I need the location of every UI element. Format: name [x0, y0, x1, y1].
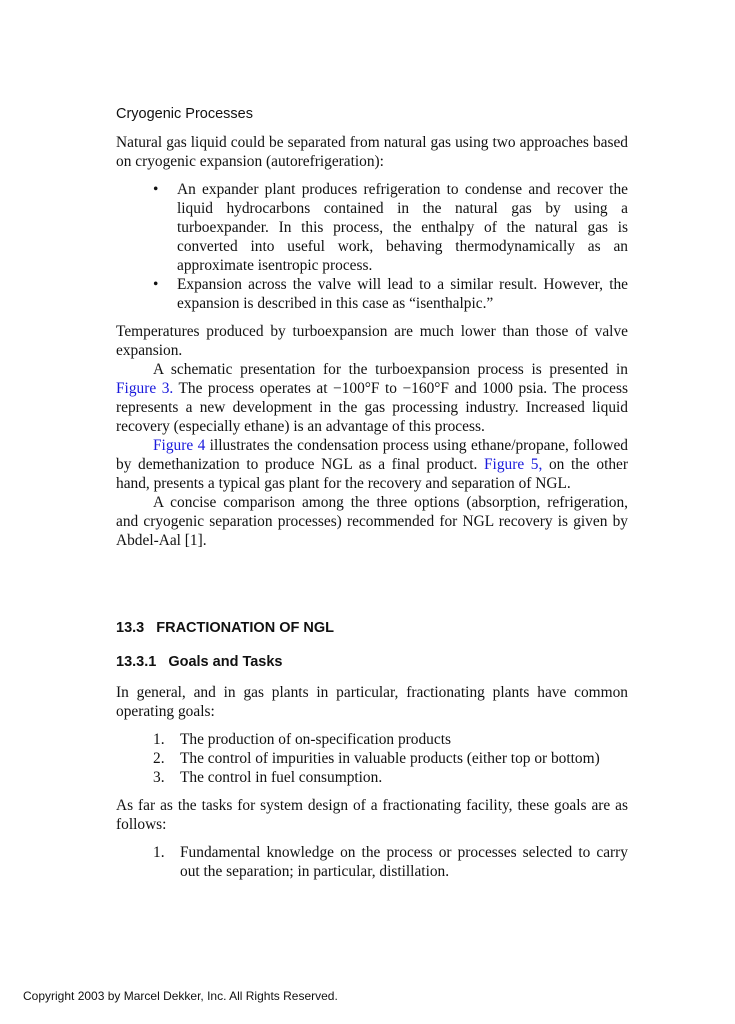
bullet-icon: • [153, 181, 159, 198]
section-title: FRACTIONATION OF NGL [156, 620, 334, 636]
cryogenic-bullet-list [116, 180, 628, 313]
copyright-footer: Copyright 2003 by Marcel Dekker, Inc. All Rights Reserved. [23, 989, 338, 1003]
figure-3-link[interactable]: Figure 3. [116, 380, 174, 397]
item-number: 3. [153, 769, 165, 786]
goals-intro: In general, and in gas plants in particular, fractionating plants have common operating goals: [116, 684, 628, 720]
item-number: 1. [153, 731, 165, 748]
section-number: 13.3 [116, 620, 145, 636]
list-item [116, 730, 628, 749]
goals-section [116, 683, 628, 881]
paragraph-schematic [116, 360, 628, 436]
item-text: The production of on-specification products [180, 731, 451, 748]
subsection-heading [116, 654, 283, 670]
paragraph-temperatures: Temperatures produced by turboexpansion are much lower than those of valve expansion. [116, 323, 628, 359]
subheading-cryogenic: Cryogenic Processes [116, 106, 253, 122]
item-text: The control in fuel consumption. [180, 769, 383, 786]
tasks-intro: As far as the tasks for system design of a fractionating facility, these goals are as follows: [116, 797, 628, 833]
text-run: A schematic presentation for the turboexpansion process is presented in [153, 361, 628, 378]
tasks-list [116, 843, 628, 881]
bullet-text: Expansion across the valve will lead to a similar result. However, the expansion is described in this case as “isenthalpic.” [177, 276, 628, 312]
bullet-text: An expander plant produces refrigeration to condense and recover the liquid hydrocarbons contained in the natural gas by using a turboexpander. In this process, the enthalpy of the natural gas is converted into useful work, behaving thermodynamically as an approximate isentropic process. [177, 181, 628, 274]
list-item [116, 180, 628, 275]
figure-4-link[interactable]: Figure 4 [153, 437, 206, 454]
subsection-title: Goals and Tasks [168, 654, 283, 670]
cryogenic-intro: Natural gas liquid could be separated from natural gas using two approaches based on cryogenic expansion (autorefrigeration): [116, 134, 628, 170]
item-text: Fundamental knowledge on the process or processes selected to carry out the separation; in particular, distillation. [180, 844, 628, 880]
goals-list [116, 730, 628, 787]
item-number: 1. [153, 844, 165, 861]
list-item [116, 843, 628, 881]
list-item [116, 275, 628, 313]
item-text: The control of impurities in valuable products (either top or bottom) [180, 750, 600, 767]
paragraph-comparison: A concise comparison among the three options (absorption, refrigeration, and cryogenic separation processes) recommended for NGL recovery is given by Abdel-Aal [1]. [116, 494, 628, 549]
list-item [116, 749, 628, 768]
list-item [116, 768, 628, 787]
paragraph-condensation [116, 436, 628, 493]
text-run: on the other hand, presents a typical gas plant for the recovery and separation of NGL. [116, 456, 628, 492]
bullet-icon: • [153, 276, 159, 293]
item-number: 2. [153, 750, 165, 767]
text-run: illustrates the condensation process using ethane/propane, followed by demethanization to produce NGL as a final product. [116, 437, 628, 473]
text-run: The process operates at −100°F to −160°F and 1000 psia. The process represents a new development in the gas processing industry. Increased liquid recovery (especially ethane) is an advantage of this process. [116, 380, 628, 435]
section-heading [116, 620, 334, 636]
subsection-number: 13.3.1 [116, 654, 157, 670]
figure-5-link[interactable]: Figure 5, [483, 456, 543, 473]
cryogenic-section [116, 133, 628, 550]
